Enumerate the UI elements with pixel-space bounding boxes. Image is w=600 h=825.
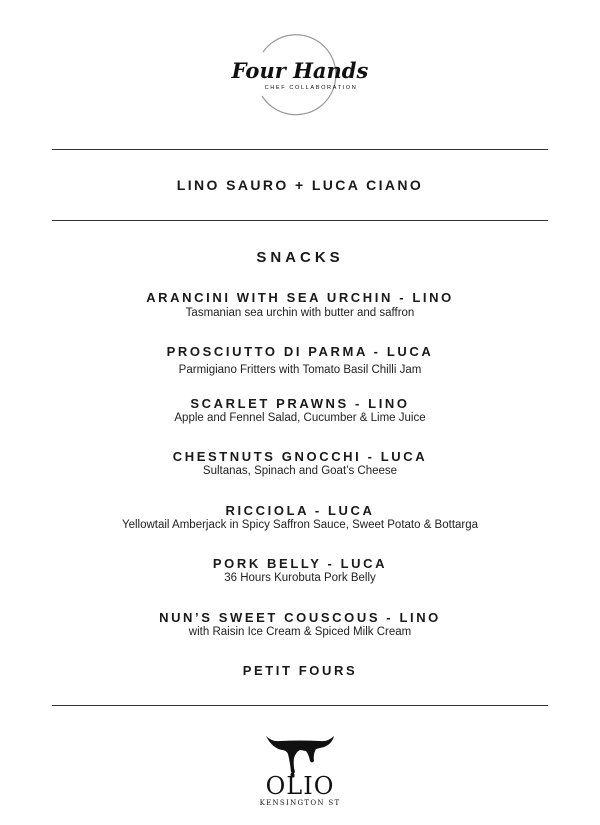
olio-logo-graphic [250, 728, 350, 812]
dish-title: PORK BELLY - LUCA [212, 556, 388, 571]
olio-logo [250, 728, 350, 812]
olio-logo-text: OLIO [265, 772, 335, 800]
logo-tagline-text: CHEF COLLABORATION [264, 85, 358, 91]
logo-script-text: Four Hands [231, 58, 369, 83]
dish-title: PETIT FOURS [242, 663, 358, 678]
olio-logo-subtext: KENSINGTON ST [259, 799, 341, 807]
four-hands-logo [225, 24, 375, 124]
chefs-heading: LINO SAURO + LUCA CIANO [176, 177, 424, 193]
four-hands-logo-graphic [225, 24, 375, 124]
dish-title: RICCIOLA - LUCA [225, 503, 375, 518]
dish-description: Sultanas, Spinach and Goat’s Cheese [202, 465, 398, 477]
dish-title: CHESTNUTS GNOCCHI - LUCA [172, 449, 428, 464]
section-title: SNACKS [256, 249, 344, 266]
dish-title: NUN’S SWEET COUSCOUS - LINO [159, 610, 441, 625]
dish-description: 36 Hours Kurobuta Pork Belly [224, 572, 376, 584]
dish-description: with Raisin Ice Cream & Spiced Milk Cream [188, 626, 412, 638]
dish-title: SCARLET PRAWNS - LINO [190, 396, 410, 411]
olive-oil-drip-icon [266, 736, 334, 774]
divider-top [52, 149, 548, 150]
dish-title: PROSCIUTTO DI PARMA - LUCA [166, 344, 434, 359]
divider-bottom [52, 705, 548, 706]
dish-description: Parmigiano Fritters with Tomato Basil Chilli Jam [178, 364, 422, 376]
dish-description: Tasmanian sea urchin with butter and saffron [185, 307, 415, 319]
dish-title: ARANCINI WITH SEA URCHIN - LINO [146, 290, 454, 305]
divider-middle [52, 220, 548, 221]
dish-description: Yellowtail Amberjack in Spicy Saffron Sauce, Sweet Potato & Bottarga [121, 519, 479, 531]
dish-description: Apple and Fennel Salad, Cucumber & Lime Juice [174, 412, 426, 424]
